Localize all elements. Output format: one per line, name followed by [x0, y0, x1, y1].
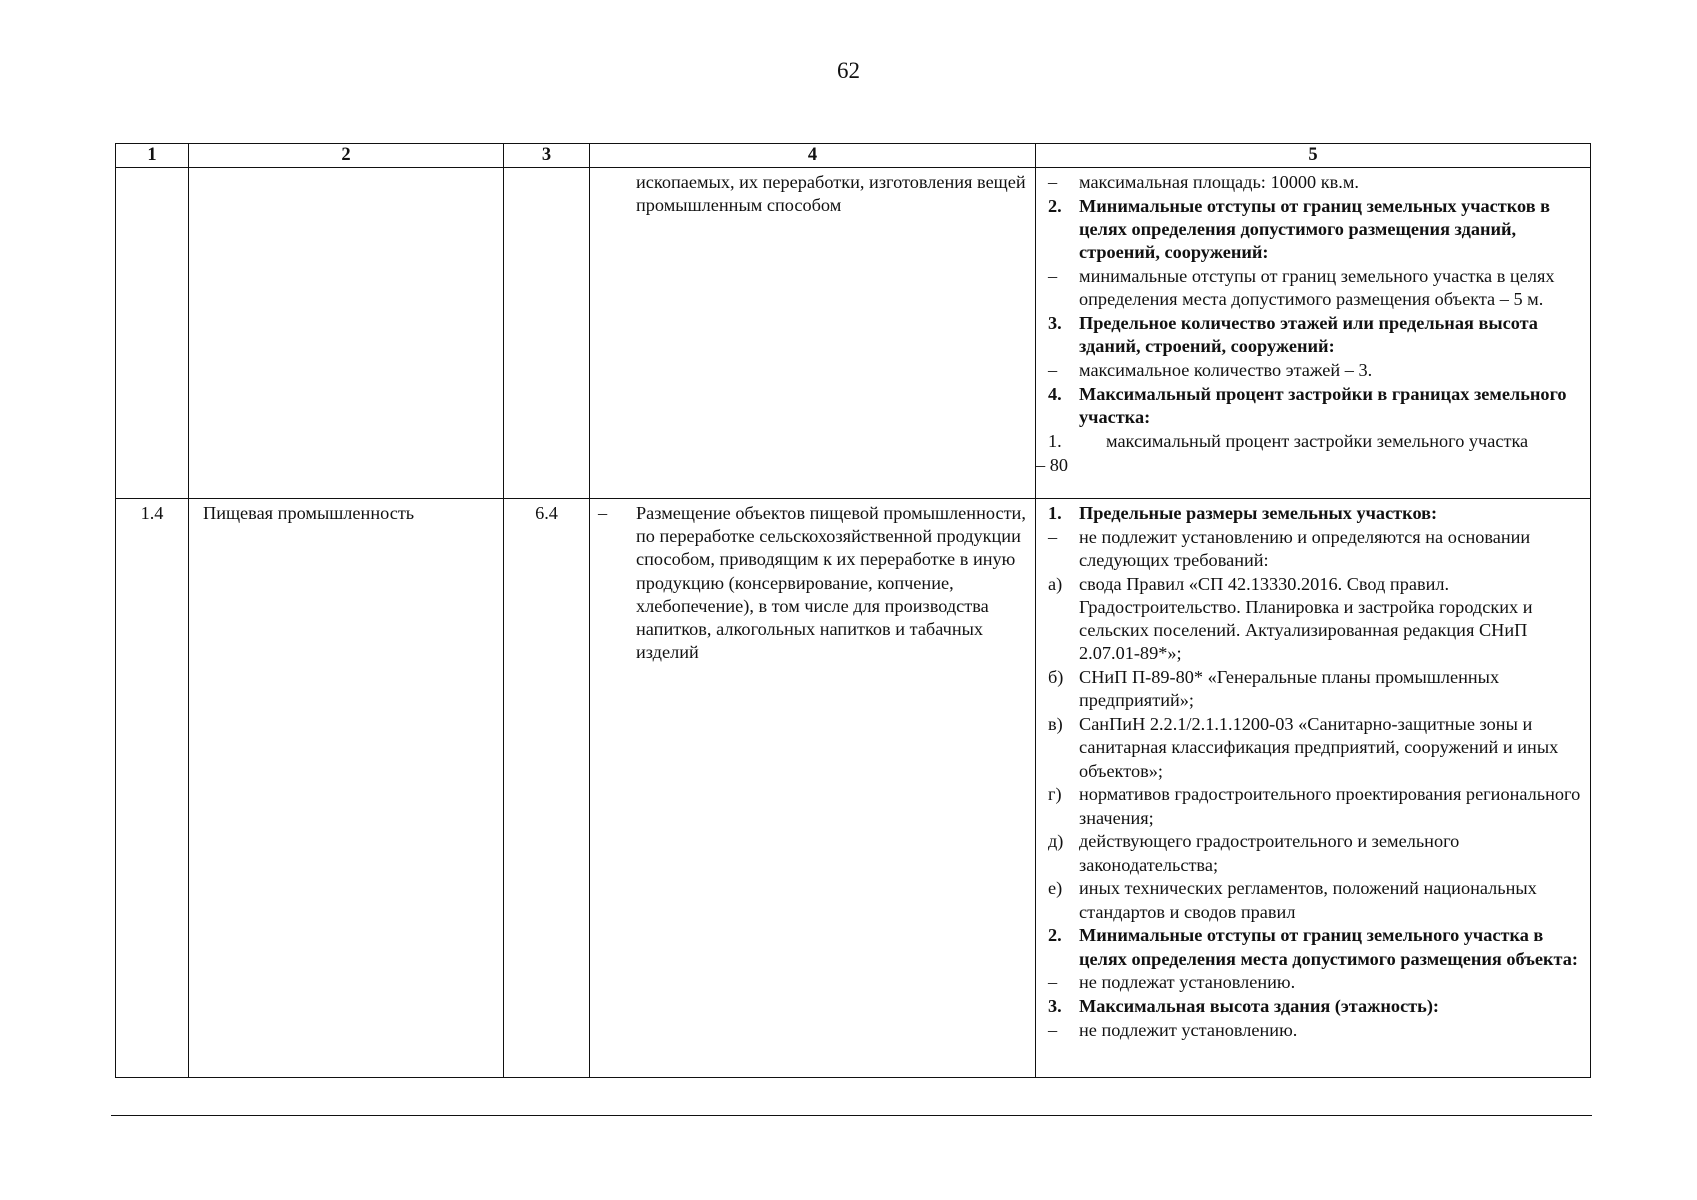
- row-number-cell: 1.4: [116, 499, 189, 1078]
- param-text: действующего градостроительного и земельного законодательства;: [1079, 831, 1460, 875]
- param-text: не подлежит установлению и определяются на основании следующих требований:: [1079, 526, 1531, 570]
- param-line: [1036, 430, 1584, 453]
- regulations-table: [115, 143, 1591, 1078]
- param-text: СанПиН 2.2.1/2.1.1.1200-03 «Санитарно-защитные зоны и санитарная классификация предприятий, сооружений и иных объектов»;: [1079, 714, 1559, 781]
- param-marker: –: [1048, 972, 1058, 993]
- param-marker: 4.: [1048, 383, 1062, 404]
- param-line: [1036, 877, 1584, 923]
- row-description-cell: [590, 168, 1036, 499]
- param-tail: – 80: [1036, 454, 1068, 475]
- description-marker: –: [598, 503, 608, 523]
- header-col-4: 4: [590, 144, 1036, 168]
- param-line: [1036, 359, 1584, 382]
- table-header-row: [116, 144, 1591, 168]
- page-number: 62: [837, 58, 860, 83]
- header-col-3: 3: [504, 144, 590, 168]
- table-row: [116, 499, 1591, 1078]
- param-text: иных технических регламентов, положений национальных стандартов и сводов правил: [1079, 878, 1537, 922]
- header-col-1: 1: [116, 144, 189, 168]
- param-marker: 2.: [1048, 925, 1062, 946]
- param-heading: [1036, 995, 1584, 1018]
- param-marker: г): [1048, 784, 1062, 805]
- param-text: не подлежит установлению.: [1079, 1020, 1298, 1040]
- header-col-2: 2: [189, 144, 504, 168]
- param-line: [1036, 526, 1584, 572]
- param-text: Максимальный процент застройки в границах земельного участка:: [1079, 383, 1567, 427]
- param-text: Предельное количество этажей или предельная высота зданий, строений, сооружений:: [1079, 313, 1538, 357]
- param-heading: [1036, 924, 1584, 970]
- row-name-cell: [189, 168, 504, 499]
- param-heading: [1036, 502, 1584, 525]
- param-heading: [1036, 312, 1584, 358]
- param-text: максимальное количество этажей – 3.: [1079, 360, 1373, 380]
- row-number-cell: [116, 168, 189, 499]
- param-marker: –: [1048, 266, 1058, 286]
- param-line: [1036, 783, 1584, 829]
- row-name-cell: Пищевая промышленность: [189, 499, 504, 1078]
- row-description-cell: [590, 499, 1036, 1078]
- param-line: [1036, 971, 1584, 994]
- param-line: [1036, 830, 1584, 876]
- row-params-cell: [1036, 168, 1591, 499]
- param-text: Максимальная высота здания (этажность):: [1079, 996, 1440, 1017]
- param-marker: 1.: [1048, 503, 1062, 523]
- param-marker: –: [1048, 172, 1058, 192]
- param-marker: а): [1048, 573, 1063, 594]
- footer-rule: [111, 1115, 1592, 1116]
- param-marker: 3.: [1048, 313, 1062, 333]
- param-marker: 1.: [1048, 430, 1062, 451]
- param-marker: е): [1048, 878, 1063, 899]
- param-line: [1036, 713, 1584, 783]
- param-text: Минимальные отступы от границ земельных участков в целях определения допустимого размещения зданий, строений, сооружений:: [1079, 195, 1551, 263]
- row-code-cell: [504, 168, 590, 499]
- param-text: нормативов градостроительного проектирования регионального значения;: [1079, 784, 1581, 828]
- row-code-cell: 6.4: [504, 499, 590, 1078]
- row-params-cell: [1036, 499, 1591, 1078]
- table-row: [116, 168, 1591, 499]
- param-line: [1036, 1019, 1584, 1042]
- param-marker: –: [1048, 360, 1058, 380]
- description-text: ископаемых, их переработки, изготовления вещей промышленным способом: [636, 172, 1026, 216]
- description-line: [598, 502, 1029, 664]
- description-text: Размещение объектов пищевой промышленности, по переработке сельскохозяйственной продукции способом, приводящим к их переработке в иную продукцию (консервирование, копчение, хлебопечение), в том числе для производства напитков, алкогольных напитков и табачных изделий: [636, 503, 1026, 663]
- param-text: Предельные размеры земельных участков:: [1079, 503, 1438, 523]
- param-line: [1036, 265, 1584, 311]
- param-marker: –: [1048, 526, 1058, 547]
- param-marker: д): [1048, 831, 1064, 852]
- param-line: [1036, 171, 1584, 194]
- param-line: [1036, 573, 1584, 666]
- param-heading: [1036, 383, 1584, 429]
- param-text: максимальная площадь: 10000 кв.м.: [1079, 172, 1359, 192]
- param-marker: 2.: [1048, 195, 1062, 216]
- param-marker: в): [1048, 714, 1063, 735]
- param-text: Минимальные отступы от границ земельного участка в целях определения места допустимого размещения объекта:: [1079, 925, 1578, 969]
- param-marker: б): [1048, 667, 1064, 688]
- param-line: [1036, 666, 1584, 712]
- param-text: минимальные отступы от границ земельного участка в целях определения места допустимого размещения объекта – 5 м.: [1079, 266, 1555, 310]
- param-text: максимальный процент застройки земельного участка: [1106, 430, 1529, 451]
- param-heading: [1036, 195, 1584, 265]
- param-text: не подлежат установлению.: [1079, 972, 1296, 993]
- description-line: [598, 171, 1029, 217]
- header-col-5: 5: [1036, 144, 1591, 168]
- param-marker: –: [1048, 1020, 1058, 1040]
- param-text: СНиП П-89-80* «Генеральные планы промышленных предприятий»;: [1079, 667, 1500, 711]
- param-text: свода Правил «СП 42.13330.2016. Свод правил. Градостроительство. Планировка и застройка городских и сельских поселений. Актуализированная редакция СНиП 2.07.01-89*»;: [1079, 573, 1533, 664]
- param-marker: 3.: [1048, 996, 1062, 1017]
